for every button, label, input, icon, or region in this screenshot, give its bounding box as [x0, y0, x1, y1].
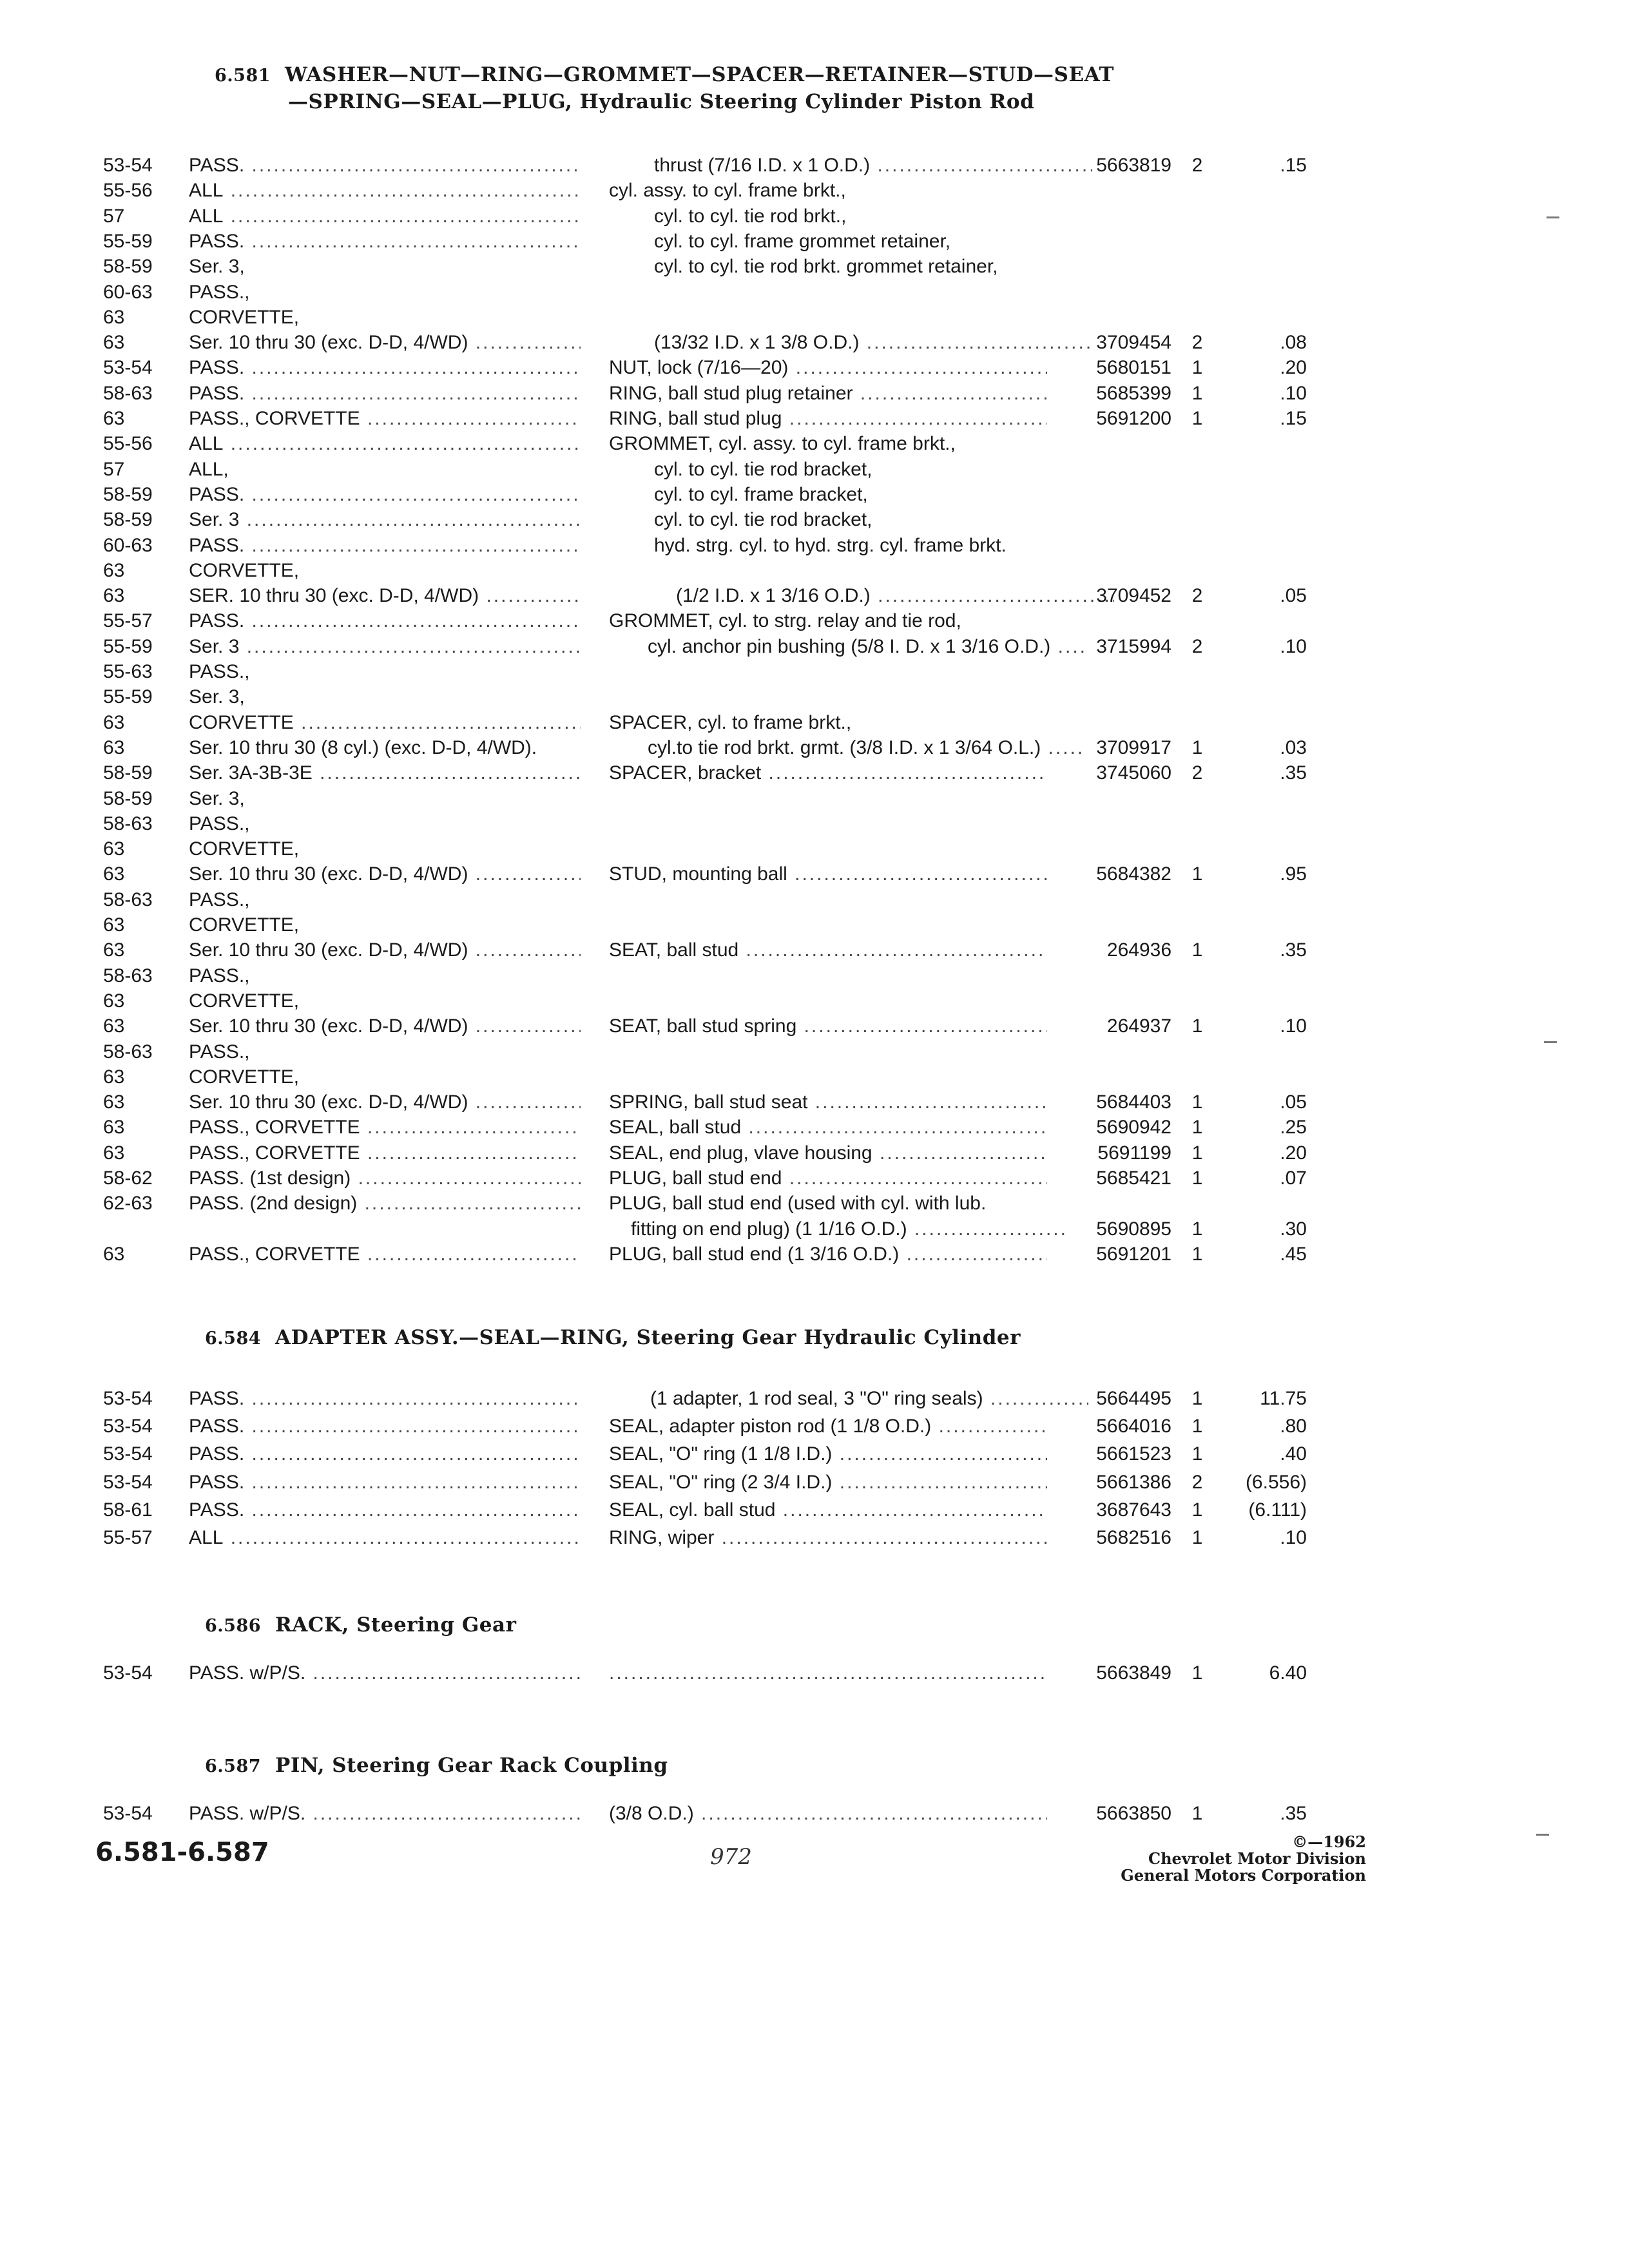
description-cell: (1/2 I.D. x 1 3/16 O.D.) ..... [609, 584, 1114, 608]
price-cell: .08 [1280, 332, 1307, 354]
quantity-cell: 1 [1191, 1416, 1203, 1437]
price-cell: .20 [1280, 357, 1307, 379]
table-row [0, 989, 1629, 1014]
table-row [0, 1166, 1629, 1191]
description-cell: RING, wiper ..... [609, 1526, 1047, 1550]
price-cell: .45 [1280, 1243, 1307, 1265]
applicability-cell: PASS. ..... [189, 533, 581, 558]
applicability-cell: PASS. (1st design) ..... [189, 1166, 581, 1191]
description-cell: (3/8 O.D.) ..... [609, 1802, 1047, 1826]
table-row [0, 787, 1629, 811]
description-cell: SEAL, adapter piston rod (1 1/8 O.D.) ..... [609, 1414, 1047, 1439]
applicability-cell: CORVETTE, [189, 559, 300, 581]
table-row [0, 1526, 1629, 1550]
section-number: 6.587 [205, 1756, 262, 1776]
quantity-cell: 2 [1191, 1471, 1203, 1493]
table-row [0, 1442, 1629, 1466]
description-cell: PLUG, ball stud end (used with cyl. with lub. [609, 1193, 987, 1215]
years-cell: 63 [103, 990, 125, 1012]
table-row [0, 711, 1629, 735]
table-row [0, 178, 1629, 203]
description-cell: PLUG, ball stud end ..... [609, 1166, 1047, 1191]
applicability-cell: PASS. ..... [189, 356, 581, 380]
years-cell: 57 [103, 458, 125, 480]
years-cell: 57 [103, 205, 125, 227]
price-cell: .80 [1280, 1416, 1307, 1437]
price-cell: .20 [1280, 1142, 1307, 1164]
description-cell: GROMMET, cyl. to strg. relay and tie rod, [609, 610, 961, 632]
price-cell: .05 [1280, 1091, 1307, 1113]
years-cell: 58-59 [103, 762, 153, 784]
years-cell: 53-54 [103, 1443, 153, 1465]
years-cell: 58-63 [103, 1041, 153, 1062]
description-cell: cyl. to cyl. tie rod bracket, [654, 509, 872, 531]
price-cell: .10 [1280, 1015, 1307, 1037]
copyright-year: ©—1962 [1292, 1832, 1366, 1851]
applicability-cell: ALL ..... [189, 204, 581, 229]
years-cell: 53-54 [103, 1662, 153, 1684]
applicability-cell: PASS. (2nd design) ..... [189, 1191, 581, 1216]
section-title: ADAPTER ASSY.—SEAL—RING, Steering Gear Hydraulic Cylinder [275, 1326, 1021, 1349]
part-number-cell: 5685421 [1096, 1168, 1171, 1189]
years-cell: 58-59 [103, 787, 153, 809]
years-cell: 60-63 [103, 281, 153, 303]
part-number-cell: 5684382 [1096, 863, 1171, 885]
applicability-cell: Ser. 3 ..... [189, 508, 581, 532]
quantity-cell: 1 [1191, 1662, 1203, 1684]
part-number-cell: 5664016 [1096, 1416, 1171, 1437]
description-cell: NUT, lock (7/16—20) ..... [609, 356, 1047, 380]
years-cell: 53-54 [103, 357, 153, 379]
years-cell: 63 [103, 1243, 125, 1265]
applicability-cell: PASS., [189, 889, 250, 910]
part-number-cell: 3687643 [1096, 1499, 1171, 1521]
margin-tick-mark [1544, 1041, 1557, 1043]
years-cell: 63 [103, 939, 125, 961]
price-cell: .30 [1280, 1218, 1307, 1240]
part-number-cell: 5664495 [1096, 1388, 1171, 1409]
years-cell: 53-54 [103, 1803, 153, 1824]
price-cell: .15 [1280, 408, 1307, 429]
table-row [0, 305, 1629, 330]
table-row [0, 1661, 1629, 1686]
table-row [0, 609, 1629, 633]
quantity-cell: 1 [1191, 1803, 1203, 1824]
years-cell: 55-59 [103, 686, 153, 708]
price-cell: .95 [1280, 863, 1307, 885]
section-title: PIN, Steering Gear Rack Coupling [275, 1754, 668, 1777]
price-cell: .10 [1280, 382, 1307, 404]
section-number: 6.581 [215, 66, 271, 86]
description-cell: (13/32 I.D. x 1 3/8 O.D.) ..... [609, 331, 1092, 355]
applicability-cell: CORVETTE, [189, 914, 300, 936]
description-cell: cyl. to cyl. tie rod brkt. grommet retainer, [654, 256, 998, 278]
applicability-cell: PASS. ..... [189, 483, 581, 507]
quantity-cell: 2 [1191, 332, 1203, 354]
price-cell: 11.75 [1260, 1388, 1307, 1409]
applicability-cell: PASS. ..... [189, 1498, 581, 1523]
applicability-cell: PASS. ..... [189, 381, 581, 406]
description-cell: SEAT, ball stud spring ..... [609, 1014, 1047, 1039]
section-title-line2: —SPRING—SEAL—PLUG, Hydraulic Steering Cylinder Piston Rod [288, 90, 1035, 113]
applicability-cell: ALL, [189, 458, 229, 480]
price-cell: .15 [1280, 155, 1307, 176]
description-cell: cyl. assy. to cyl. frame brkt., [609, 180, 846, 202]
applicability-cell: Ser. 3 ..... [189, 635, 581, 659]
description-cell: cyl. to cyl. frame bracket, [654, 483, 868, 505]
table-row [0, 1242, 1629, 1267]
part-number-cell: 5661523 [1096, 1443, 1171, 1465]
applicability-cell: PASS., CORVETTE ..... [189, 1141, 581, 1166]
part-number-cell: 5691200 [1096, 408, 1171, 429]
applicability-cell: CORVETTE, [189, 1066, 300, 1088]
price-cell: .03 [1280, 736, 1307, 758]
part-number-cell: 5663850 [1096, 1803, 1171, 1824]
quantity-cell: 1 [1191, 382, 1203, 404]
table-row [0, 584, 1629, 608]
table-row [0, 964, 1629, 988]
quantity-cell: 2 [1191, 585, 1203, 607]
table-row [0, 381, 1629, 406]
quantity-cell: 2 [1191, 762, 1203, 784]
applicability-cell: PASS. ..... [189, 1414, 581, 1439]
table-row [0, 660, 1629, 684]
years-cell: 63 [103, 914, 125, 936]
table-row [0, 1191, 1629, 1216]
applicability-cell: Ser. 3, [189, 686, 245, 708]
table-row [0, 280, 1629, 305]
description-cell: SEAL, end plug, vlave housing ..... [609, 1141, 1047, 1166]
applicability-cell: ALL ..... [189, 432, 581, 456]
years-cell: 53-54 [103, 1471, 153, 1493]
table-row [0, 913, 1629, 937]
table-row [0, 1040, 1629, 1064]
part-number-cell: 5663819 [1096, 155, 1171, 176]
applicability-cell: Ser. 10 thru 30 (exc. D-D, 4/WD) ..... [189, 938, 581, 963]
quantity-cell: 1 [1191, 1142, 1203, 1164]
part-number-cell: 5691199 [1097, 1142, 1171, 1164]
part-number-cell: 3709917 [1096, 736, 1171, 758]
quantity-cell: 1 [1191, 357, 1203, 379]
part-number-cell: 3709454 [1096, 332, 1171, 354]
years-cell: 55-63 [103, 661, 153, 682]
section-number: 6.586 [205, 1616, 262, 1636]
quantity-cell: 1 [1191, 736, 1203, 758]
description-cell: SPRING, ball stud seat ..... [609, 1090, 1047, 1115]
quantity-cell: 1 [1191, 863, 1203, 885]
quantity-cell: 1 [1191, 939, 1203, 961]
years-cell: 58-59 [103, 256, 153, 278]
applicability-cell: PASS. ..... [189, 1470, 581, 1495]
applicability-cell: PASS. ..... [189, 229, 581, 254]
description-cell: cyl. to cyl. tie rod bracket, [654, 458, 872, 480]
years-cell: 63 [103, 1015, 125, 1037]
quantity-cell: 1 [1191, 1168, 1203, 1189]
years-cell: 58-62 [103, 1168, 153, 1189]
table-row [0, 1090, 1629, 1115]
applicability-cell: PASS. w/P/S. ..... [189, 1661, 581, 1686]
part-number-cell: 5663849 [1096, 1662, 1171, 1684]
applicability-cell: Ser. 10 thru 30 (exc. D-D, 4/WD) ..... [189, 1090, 581, 1115]
table-row [0, 204, 1629, 229]
quantity-cell: 1 [1191, 1388, 1203, 1409]
applicability-cell: CORVETTE, [189, 306, 300, 328]
description-cell: SPACER, bracket ..... [609, 761, 1047, 785]
description-cell: SPACER, cyl. to frame brkt., [609, 711, 852, 733]
years-cell: 63 [103, 863, 125, 885]
applicability-cell: CORVETTE, [189, 990, 300, 1012]
years-cell: 55-57 [103, 1527, 153, 1548]
part-number-cell: 5690895 [1096, 1218, 1171, 1240]
table-row [0, 407, 1629, 431]
applicability-cell: PASS., [189, 661, 250, 682]
table-row [0, 1414, 1629, 1439]
part-number-cell: 5661386 [1096, 1471, 1171, 1493]
price-cell: (6.111) [1248, 1499, 1307, 1521]
years-cell: 53-54 [103, 155, 153, 176]
description-cell: GROMMET, cyl. assy. to cyl. frame brkt., [609, 433, 956, 455]
description-cell [609, 1661, 1047, 1686]
applicability-cell: PASS., [189, 1041, 250, 1062]
table-row [0, 761, 1629, 785]
quantity-cell: 2 [1191, 635, 1203, 657]
years-cell: 58-59 [103, 509, 153, 531]
table-row [0, 1387, 1629, 1411]
quantity-cell: 1 [1191, 1243, 1203, 1265]
price-cell: .05 [1280, 585, 1307, 607]
years-cell: 58-63 [103, 812, 153, 834]
price-cell: .25 [1280, 1117, 1307, 1139]
applicability-cell: Ser. 10 thru 30 (exc. D-D, 4/WD) ..... [189, 1014, 581, 1039]
part-number-cell: 264936 [1106, 939, 1171, 961]
table-row [0, 635, 1629, 659]
description-cell: hyd. strg. cyl. to hyd. strg. cyl. frame brkt. [654, 534, 1007, 556]
applicability-cell: PASS., CORVETTE ..... [189, 407, 581, 431]
description-cell: cyl. to cyl. tie rod brkt., [654, 205, 847, 227]
years-cell: 55-56 [103, 180, 153, 202]
years-cell: 58-63 [103, 382, 153, 404]
table-row [0, 255, 1629, 279]
section-heading-6-586 [205, 1612, 516, 1639]
margin-tick-mark [1536, 1834, 1549, 1836]
part-number-cell: 5680151 [1096, 357, 1171, 379]
applicability-cell: PASS., CORVETTE ..... [189, 1242, 581, 1267]
description-cell: PLUG, ball stud end (1 3/16 O.D.) ..... [609, 1242, 1047, 1267]
applicability-cell: PASS., [189, 812, 250, 834]
part-number-cell: 264937 [1106, 1015, 1171, 1037]
table-row [0, 483, 1629, 507]
years-cell: 63 [103, 408, 125, 429]
table-row [0, 736, 1629, 760]
quantity-cell: 1 [1191, 1499, 1203, 1521]
years-cell: 63 [103, 1142, 125, 1164]
description-cell: cyl.to tie rod brkt. grmt. (3/8 I.D. x 1 3/64 O.L.) ..... [609, 736, 1086, 760]
applicability-cell: PASS., CORVETTE ..... [189, 1115, 581, 1140]
quantity-cell: 1 [1191, 408, 1203, 429]
years-cell: 55-59 [103, 230, 153, 252]
price-cell: .40 [1280, 1443, 1307, 1465]
section-heading-6-587 [205, 1753, 668, 1780]
applicability-cell: ALL ..... [189, 1526, 581, 1550]
years-cell: 63 [103, 585, 125, 607]
applicability-cell: ALL ..... [189, 178, 581, 203]
table-row [0, 331, 1629, 355]
description-cell: cyl. anchor pin bushing (5/8 I. D. x 1 3/16 O.D.) ..... [609, 635, 1086, 659]
part-number-cell: 5684403 [1096, 1091, 1171, 1113]
applicability-cell: Ser. 10 thru 30 (exc. D-D, 4/WD) ..... [189, 331, 581, 355]
table-row [0, 1470, 1629, 1495]
section-heading-6-584 [205, 1325, 1021, 1352]
years-cell: 63 [103, 1091, 125, 1113]
years-cell: 62-63 [103, 1193, 153, 1215]
applicability-cell: PASS., [189, 965, 250, 986]
part-number-cell: 5682516 [1096, 1527, 1171, 1548]
price-cell: .10 [1280, 635, 1307, 657]
years-cell: 55-56 [103, 433, 153, 455]
table-row [0, 812, 1629, 836]
applicability-cell: PASS. ..... [189, 609, 581, 633]
applicability-cell: Ser. 3, [189, 256, 245, 278]
description-cell: thrust (7/16 I.D. x 1 O.D.) ..... [609, 153, 1092, 178]
description-cell: SEAL, "O" ring (1 1/8 I.D.) ..... [609, 1442, 1047, 1466]
margin-tick-mark [1547, 216, 1559, 218]
applicability-cell: PASS. w/P/S. ..... [189, 1802, 581, 1826]
table-row [0, 837, 1629, 861]
quantity-cell: 1 [1191, 1091, 1203, 1113]
section-number: 6.584 [205, 1329, 262, 1349]
part-number-cell: 5685399 [1096, 382, 1171, 404]
description-cell: SEAL, cyl. ball stud ..... [609, 1498, 1047, 1523]
description-cell: RING, ball stud plug ..... [609, 407, 1047, 431]
description-cell: (1 adapter, 1 rod seal, 3 "O" ring seals) ..... [609, 1387, 1088, 1411]
years-cell: 63 [103, 736, 125, 758]
table-row [0, 508, 1629, 532]
table-row [0, 153, 1629, 178]
years-cell: 53-54 [103, 1388, 153, 1409]
applicability-cell: Ser. 3A-3B-3E ..... [189, 761, 581, 785]
table-row [0, 888, 1629, 912]
part-number-cell: 5691201 [1096, 1243, 1171, 1265]
footer-section-code: 6.581-6.587 [95, 1838, 269, 1867]
years-cell: 55-57 [103, 610, 153, 632]
table-row [0, 432, 1629, 456]
applicability-cell: PASS. ..... [189, 1387, 581, 1411]
description-cell: cyl. to cyl. frame grommet retainer, [654, 230, 951, 252]
table-row [0, 356, 1629, 380]
description-cell: RING, ball stud plug retainer ..... [609, 381, 1047, 406]
part-number-cell: 3715994 [1096, 635, 1171, 657]
applicability-cell: PASS., [189, 281, 250, 303]
price-cell: .10 [1280, 1527, 1307, 1548]
description-cell: SEAL, ball stud ..... [609, 1115, 1047, 1140]
years-cell: 63 [103, 559, 125, 581]
table-row [0, 229, 1629, 254]
years-cell: 63 [103, 1066, 125, 1088]
years-cell: 60-63 [103, 534, 153, 556]
table-row [0, 559, 1629, 583]
applicability-cell: PASS. ..... [189, 1442, 581, 1466]
table-row [0, 1115, 1629, 1140]
years-cell: 63 [103, 306, 125, 328]
description-cell: STUD, mounting ball ..... [609, 862, 1047, 887]
applicability-cell: PASS. ..... [189, 153, 581, 178]
years-cell: 63 [103, 838, 125, 860]
publisher-corporation: General Motors Corporation [1121, 1866, 1366, 1885]
footer-copyright [1057, 1834, 1366, 1884]
years-cell: 63 [103, 711, 125, 733]
applicability-cell: CORVETTE ..... [189, 711, 581, 735]
years-cell: 58-63 [103, 965, 153, 986]
price-cell: 6.40 [1269, 1662, 1307, 1684]
table-row [0, 533, 1629, 558]
section-heading-6-581 [215, 62, 1114, 115]
footer-page-number: 972 [710, 1844, 752, 1870]
price-cell: .35 [1280, 762, 1307, 784]
quantity-cell: 1 [1191, 1443, 1203, 1465]
table-row [0, 457, 1629, 482]
table-row [0, 1014, 1629, 1039]
section-title-line1: WASHER—NUT—RING—GROMMET—SPACER—RETAINER—STUD—SEAT [285, 63, 1114, 86]
part-number-cell: 3745060 [1096, 762, 1171, 784]
section-title: RACK, Steering Gear [275, 1613, 517, 1637]
years-cell: 55-59 [103, 635, 153, 657]
price-cell: .07 [1280, 1168, 1307, 1189]
table-row [0, 685, 1629, 709]
table-row [0, 1802, 1629, 1826]
description-cell: fitting on end plug) (1 1/16 O.D.) ..... [609, 1217, 1069, 1242]
years-cell: 53-54 [103, 1416, 153, 1437]
table-row [0, 1141, 1629, 1166]
applicability-cell: Ser. 10 thru 30 (exc. D-D, 4/WD) ..... [189, 862, 581, 887]
table-row [0, 938, 1629, 963]
years-cell: 63 [103, 1117, 125, 1139]
table-row [0, 1498, 1629, 1523]
years-cell: 63 [103, 332, 125, 354]
years-cell: 58-61 [103, 1499, 153, 1521]
applicability-cell: Ser. 10 thru 30 (8 cyl.) (exc. D-D, 4/WD). [189, 736, 537, 758]
part-number-cell: 3709452 [1096, 585, 1171, 607]
years-cell: 58-59 [103, 483, 153, 505]
price-cell: (6.556) [1245, 1471, 1307, 1493]
quantity-cell: 2 [1191, 155, 1203, 176]
publisher-division: Chevrolet Motor Division [1148, 1849, 1366, 1868]
quantity-cell: 1 [1191, 1015, 1203, 1037]
applicability-cell: SER. 10 thru 30 (exc. D-D, 4/WD) ..... [189, 584, 581, 608]
years-cell: 58-63 [103, 889, 153, 910]
part-number-cell: 5690942 [1096, 1117, 1171, 1139]
price-cell: .35 [1280, 1803, 1307, 1824]
price-cell: .35 [1280, 939, 1307, 961]
description-cell: SEAL, "O" ring (2 3/4 I.D.) ..... [609, 1470, 1047, 1495]
table-row [0, 862, 1629, 887]
table-row [0, 1217, 1629, 1242]
description-cell: SEAT, ball stud ..... [609, 938, 1047, 963]
quantity-cell: 1 [1191, 1117, 1203, 1139]
table-row [0, 1065, 1629, 1090]
quantity-cell: 1 [1191, 1527, 1203, 1548]
quantity-cell: 1 [1191, 1218, 1203, 1240]
applicability-cell: CORVETTE, [189, 838, 300, 860]
applicability-cell: Ser. 3, [189, 787, 245, 809]
